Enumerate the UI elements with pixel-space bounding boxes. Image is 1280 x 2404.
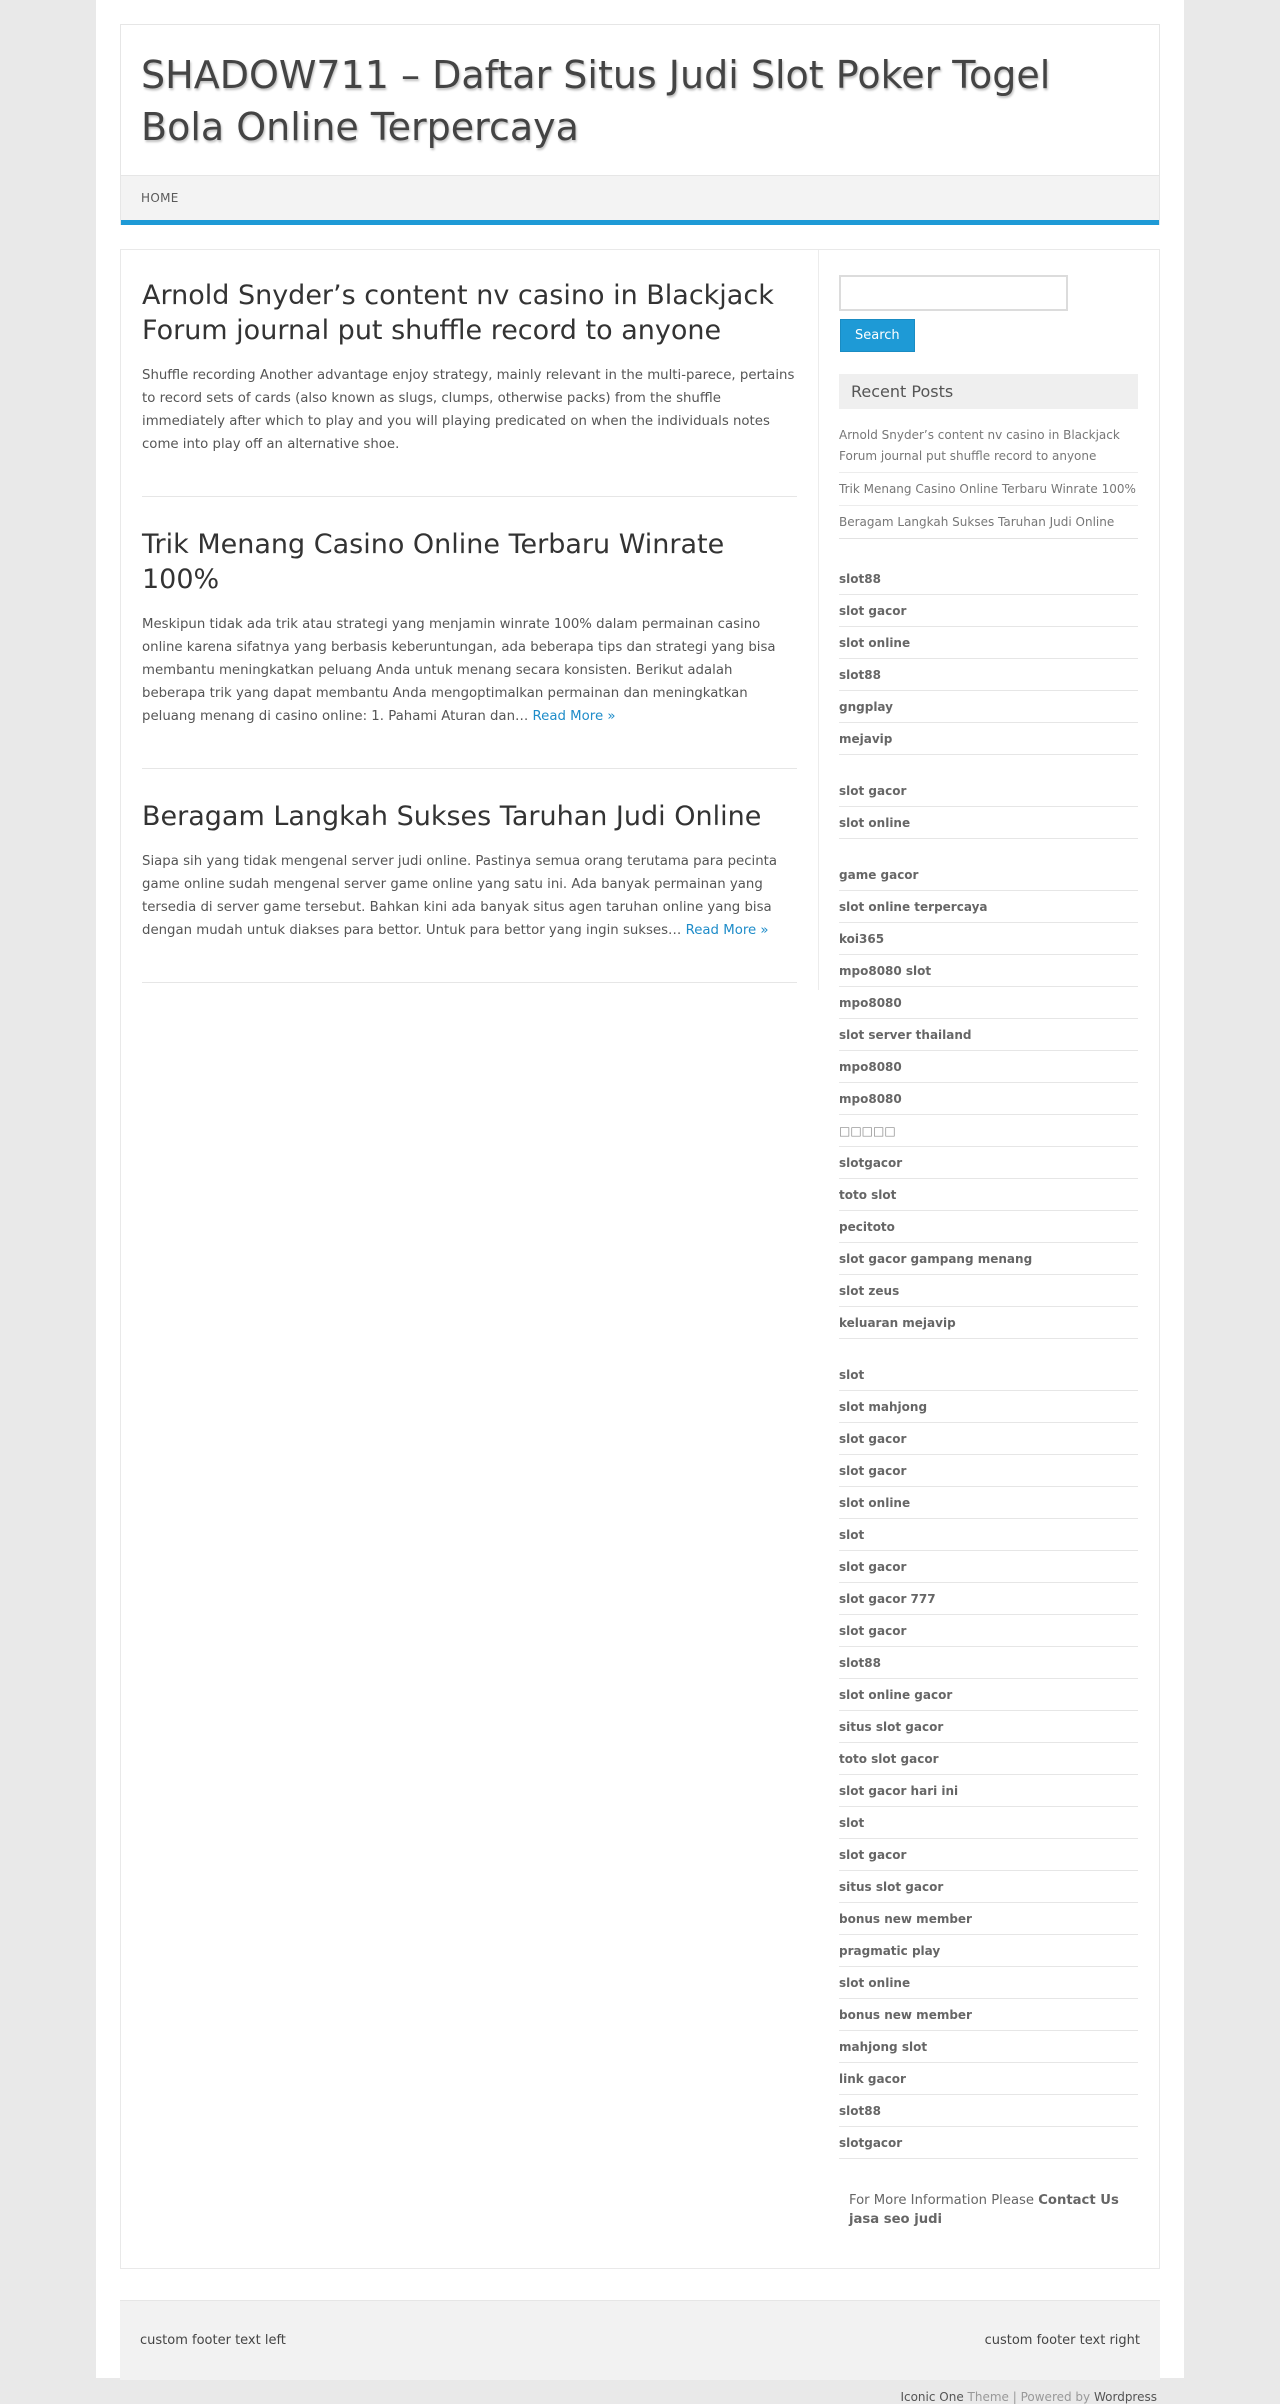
theme-link[interactable]: Iconic One bbox=[900, 2390, 964, 2404]
post-title[interactable]: Arnold Snyder’s content nv casino in Blackjack Forum journal put shuffle record to anyone bbox=[142, 280, 774, 346]
sidebar-link[interactable]: pecitoto bbox=[839, 1211, 1138, 1243]
sidebar-link[interactable]: toto slot gacor bbox=[839, 1743, 1138, 1775]
site-title[interactable]: SHADOW711 – Daftar Situs Judi Slot Poker Togel Bola Online Terpercaya bbox=[141, 53, 1051, 149]
sidebar-link[interactable]: slot online bbox=[839, 627, 1138, 659]
wordpress-link[interactable]: Wordpress bbox=[1093, 2390, 1157, 2404]
main-nav bbox=[121, 175, 1159, 225]
sidebar-link[interactable]: situs slot gacor bbox=[839, 1711, 1138, 1743]
sidebar-link[interactable]: slot88 bbox=[839, 2095, 1138, 2127]
sidebar-link[interactable]: bonus new member bbox=[839, 1903, 1138, 1935]
sidebar-link[interactable]: situs slot gacor bbox=[839, 1871, 1138, 1903]
search-input[interactable] bbox=[839, 275, 1068, 311]
sidebar-link[interactable]: slot88 bbox=[839, 1647, 1138, 1679]
post-excerpt-text: Siapa sih yang tidak mengenal server judi online. Pastinya semua orang terutama para pecinta game online sudah mengenal server game online yang satu ini. Ada banyak permainan yang tersedia di server game tersebut. Bahkan kini ada banyak situs agen taruhan online yang bisa dengan mudah untuk diakses para bettor. Untuk para bettor yang ingin sukses… bbox=[142, 854, 778, 938]
recent-posts-title: Recent Posts bbox=[839, 374, 1138, 409]
sidebar-link[interactable]: pragmatic play bbox=[839, 1935, 1138, 1967]
sidebar-link[interactable]: slot gacor bbox=[839, 1615, 1138, 1647]
sidebar-link[interactable]: game gacor bbox=[839, 859, 1138, 891]
sidebar-link[interactable]: toto slot bbox=[839, 1179, 1138, 1211]
seo-link[interactable]: jasa seo judi bbox=[849, 2212, 943, 2227]
site-credits bbox=[120, 2380, 1160, 2404]
sidebar-link[interactable]: slot server thailand bbox=[839, 1019, 1138, 1051]
sidebar-link[interactable]: koi365 bbox=[839, 923, 1138, 955]
post-list bbox=[121, 250, 819, 990]
post-title[interactable]: Beragam Langkah Sukses Taruhan Judi Online bbox=[142, 801, 762, 832]
sidebar-link[interactable]: slot bbox=[839, 1807, 1138, 1839]
sidebar-link[interactable]: slot gacor bbox=[839, 1423, 1138, 1455]
recent-posts-list bbox=[839, 419, 1138, 539]
read-more-link[interactable]: Read More » bbox=[532, 709, 616, 724]
site-footer bbox=[120, 2300, 1160, 2380]
sidebar-link[interactable]: slot gacor gampang menang bbox=[839, 1243, 1138, 1275]
recent-post-link[interactable]: Arnold Snyder’s content nv casino in Blackjack Forum journal put shuffle record to anyone bbox=[839, 419, 1138, 473]
sidebar-link[interactable]: slot mahjong bbox=[839, 1391, 1138, 1423]
sidebar-link[interactable]: mpo8080 bbox=[839, 987, 1138, 1019]
nav-home-link[interactable]: HOME bbox=[141, 191, 179, 205]
credits-text: Theme | Powered by bbox=[963, 2390, 1094, 2404]
sidebar-link[interactable]: slot online bbox=[839, 1967, 1138, 1999]
site-header bbox=[120, 24, 1160, 225]
sidebar-link-list bbox=[839, 775, 1138, 839]
sidebar-link-list bbox=[839, 859, 1138, 1339]
sidebar bbox=[819, 250, 1159, 2268]
sidebar-link[interactable]: slot gacor bbox=[839, 595, 1138, 627]
post-excerpt-text: Shuffle recording Another advantage enjoy strategy, mainly relevant in the multi-parece, pertains to record sets of cards (also known as slugs, clumps, otherwise packs) from the shuffle immediately after which to play and you will playing predicated on when the individuals notes come into play off an alternative shoe. bbox=[142, 368, 795, 452]
sidebar-link[interactable]: □□□□□ bbox=[839, 1115, 1138, 1147]
sidebar-link[interactable]: slot gacor hari ini bbox=[839, 1775, 1138, 1807]
sidebar-link[interactable]: slotgacor bbox=[839, 2127, 1138, 2159]
sidebar-link[interactable]: slot bbox=[839, 1359, 1138, 1391]
more-info-note bbox=[839, 2179, 1138, 2241]
sidebar-link[interactable]: mahjong slot bbox=[839, 2031, 1138, 2063]
sidebar-link[interactable]: slot gacor bbox=[839, 1455, 1138, 1487]
recent-post-link[interactable]: Beragam Langkah Sukses Taruhan Judi Online bbox=[839, 506, 1138, 539]
sidebar-link-list bbox=[839, 1359, 1138, 2159]
sidebar-link[interactable]: slotgacor bbox=[839, 1147, 1138, 1179]
sidebar-link[interactable]: mpo8080 slot bbox=[839, 955, 1138, 987]
sidebar-link[interactable]: mpo8080 bbox=[839, 1051, 1138, 1083]
post-excerpt bbox=[142, 613, 797, 728]
search-button[interactable]: Search bbox=[840, 319, 915, 352]
sidebar-link[interactable]: slot gacor bbox=[839, 1551, 1138, 1583]
sidebar-link[interactable]: slot online terpercaya bbox=[839, 891, 1138, 923]
post-excerpt bbox=[142, 850, 797, 942]
sidebar-link[interactable]: mpo8080 bbox=[839, 1083, 1138, 1115]
post-item bbox=[142, 527, 797, 769]
post-item bbox=[142, 799, 797, 983]
sidebar-link[interactable]: slot bbox=[839, 1519, 1138, 1551]
sidebar-link[interactable]: bonus new member bbox=[839, 1999, 1138, 2031]
sidebar-link[interactable]: slot gacor bbox=[839, 1839, 1138, 1871]
post-title[interactable]: Trik Menang Casino Online Terbaru Winrate 100% bbox=[142, 529, 725, 595]
sidebar-link[interactable]: slot online gacor bbox=[839, 1679, 1138, 1711]
footer-text-right: custom footer text right bbox=[984, 2333, 1140, 2348]
recent-post-link[interactable]: Trik Menang Casino Online Terbaru Winrate 100% bbox=[839, 473, 1138, 506]
sidebar-link[interactable]: gngplay bbox=[839, 691, 1138, 723]
sidebar-link[interactable]: slot zeus bbox=[839, 1275, 1138, 1307]
read-more-link[interactable]: Read More » bbox=[685, 923, 769, 938]
post-item bbox=[142, 278, 797, 497]
sidebar-link-list bbox=[839, 563, 1138, 755]
sidebar-link[interactable]: link gacor bbox=[839, 2063, 1138, 2095]
post-excerpt bbox=[142, 364, 797, 456]
sidebar-link[interactable]: slot88 bbox=[839, 563, 1138, 595]
post-excerpt-text: Meskipun tidak ada trik atau strategi yang menjamin winrate 100% dalam permainan casino online karena sifatnya yang berbasis keberuntungan, ada beberapa tips dan strategi yang bisa membantu meningkatkan peluang Anda untuk menang secara konsisten. Berikut adalah beberapa trik yang dapat membantu Anda mengoptimalkan permainan dan meningkatkan peluang menang di casino online: 1. Pahami Aturan dan… bbox=[142, 617, 776, 724]
contact-us-link[interactable]: Contact Us bbox=[1038, 2193, 1119, 2208]
sidebar-link[interactable]: slot88 bbox=[839, 659, 1138, 691]
sidebar-link[interactable]: keluaran mejavip bbox=[839, 1307, 1138, 1339]
search-widget bbox=[839, 275, 1138, 352]
footer-text-left: custom footer text left bbox=[140, 2333, 286, 2348]
sidebar-link[interactable]: slot gacor bbox=[839, 775, 1138, 807]
sidebar-link[interactable]: slot gacor 777 bbox=[839, 1583, 1138, 1615]
main-area bbox=[120, 249, 1160, 2269]
sidebar-link[interactable]: mejavip bbox=[839, 723, 1138, 755]
sidebar-link-groups bbox=[839, 563, 1138, 2159]
more-info-text: For More Information Please bbox=[849, 2193, 1039, 2208]
sidebar-link[interactable]: slot online bbox=[839, 807, 1138, 839]
page-wrapper bbox=[96, 0, 1184, 2404]
sidebar-link[interactable]: slot online bbox=[839, 1487, 1138, 1519]
